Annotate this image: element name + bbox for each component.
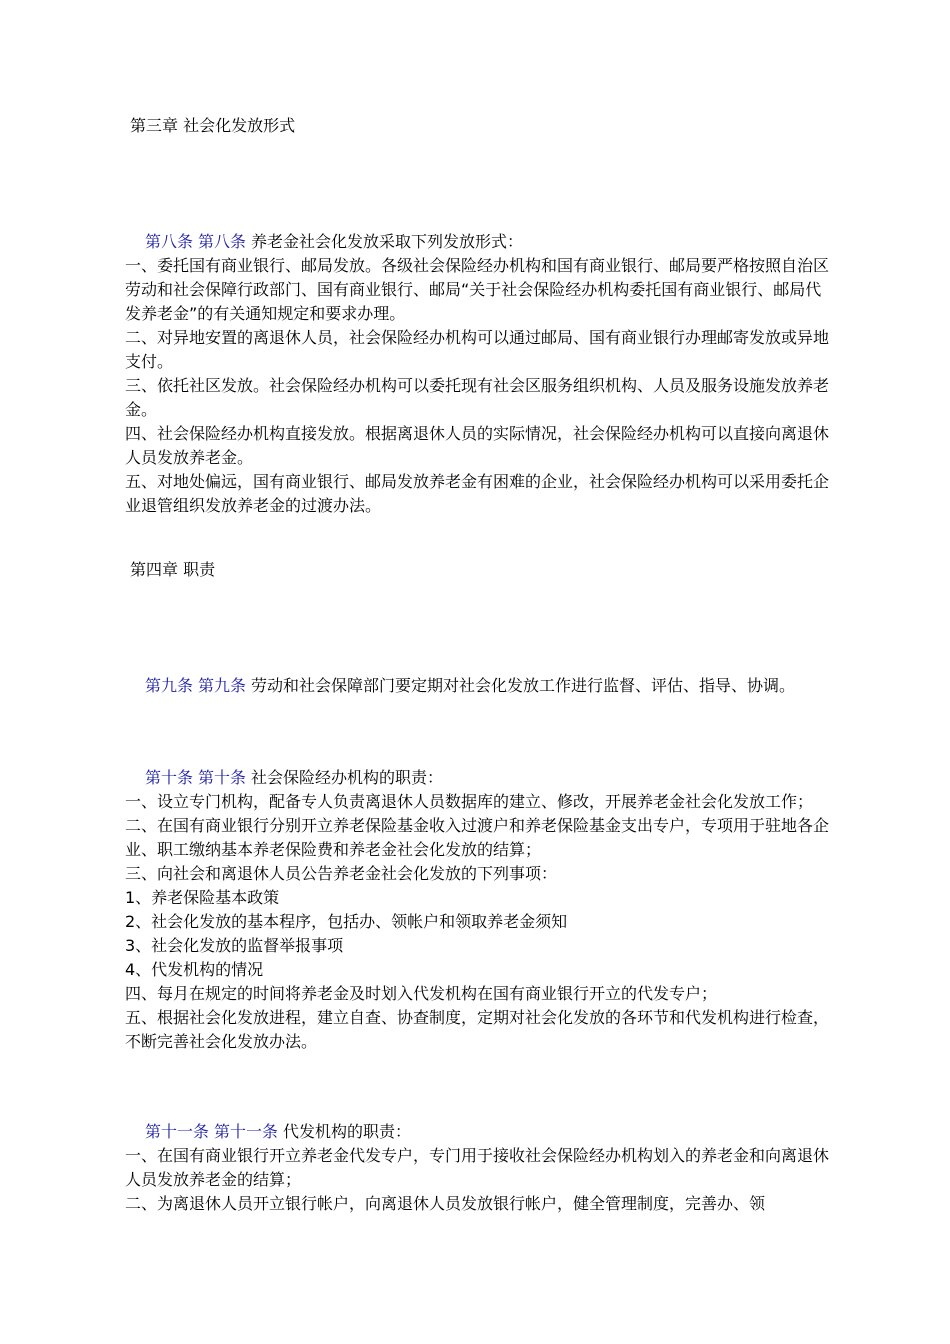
article-intro: 代发机构的职责： (283, 1122, 412, 1141)
chapter-title: 第四章 职责 (130, 560, 216, 579)
article-heading (125, 766, 837, 790)
list-item: 五、对地处偏远，国有商业银行、邮局发放养老金有困难的企业，社会保险经办机构可以采用委托企业退管组织发放养老金的过渡办法。 (125, 472, 830, 515)
article-heading (125, 230, 837, 254)
article-number: 第九条 (198, 676, 247, 695)
article-intro: 社会保险经办机构的职责： (251, 768, 444, 787)
article-10 (125, 766, 837, 1054)
list-item: 一、设立专门机构，配备专人负责离退休人员数据库的建立、修改，开展养老金社会化发放工作； (125, 792, 814, 811)
list-item: 4、代发机构的情况 (125, 960, 264, 979)
article-number: 第八条 (145, 232, 194, 251)
list-item: 1、养老保险基本政策 (125, 888, 280, 907)
list-item: 2、社会化发放的基本程序，包括办、领帐户和领取养老金须知 (125, 912, 568, 931)
list-item: 五、根据社会化发放进程，建立自查、协查制度，定期对社会化发放的各环节和代发机构进行检查，不断完善社会化发放办法。 (125, 1008, 830, 1051)
article-intro: 劳动和社会保障部门要定期对社会化发放工作进行监督、评估、指导、协调。 (251, 676, 796, 695)
article-heading (125, 674, 837, 698)
article-heading (125, 1120, 837, 1144)
article-number: 第十条 (145, 768, 194, 787)
list-item: 四、社会保险经办机构直接发放。根据离退休人员的实际情况，社会保险经办机构可以直接向离退休人员发放养老金。 (125, 424, 830, 467)
chapter-title: 第三章 社会化发放形式 (130, 116, 296, 135)
article-number: 第九条 (145, 676, 194, 695)
article-number: 第十一条 (214, 1122, 279, 1141)
list-item: 四、每月在规定的时间将养老金及时划入代发机构在国有商业银行开立的代发专户； (125, 984, 718, 1003)
article-9 (125, 674, 837, 698)
list-item: 三、向社会和离退休人员公告养老金社会化发放的下列事项： (125, 864, 558, 883)
article-11 (125, 1120, 837, 1216)
list-item: 二、为离退休人员开立银行帐户，向离退休人员发放银行帐户，健全管理制度，完善办、领 (125, 1194, 766, 1213)
list-item: 三、依托社区发放。社会保险经办机构可以委托现有社会区服务组织机构、人员及服务设施发放养老金。 (125, 376, 830, 419)
article-number: 第八条 (198, 232, 247, 251)
article-intro: 养老金社会化发放采取下列发放形式： (251, 232, 524, 251)
article-number: 第十一条 (145, 1122, 210, 1141)
article-number: 第十条 (198, 768, 247, 787)
list-item: 二、对异地安置的离退休人员，社会保险经办机构可以通过邮局、国有商业银行办理邮寄发放或异地支付。 (125, 328, 830, 371)
list-item: 3、社会化发放的监督举报事项 (125, 936, 344, 955)
list-item: 一、在国有商业银行开立养老金代发专户，专门用于接收社会保险经办机构划入的养老金和向离退休人员发放养老金的结算； (125, 1146, 830, 1189)
article-8 (125, 230, 837, 518)
list-item: 二、在国有商业银行分别开立养老保险基金收入过渡户和养老保险基金支出专户，专项用于驻地各企业、职工缴纳基本养老保险费和养老金社会化发放的结算； (125, 816, 830, 859)
list-item: 一、委托国有商业银行、邮局发放。各级社会保险经办机构和国有商业银行、邮局要严格按照自治区劳动和社会保障行政部门、国有商业银行、邮局“关于社会保险经办机构委托国有商业银行、邮局代发养老金”的有关通知规定和要求办理。 (125, 256, 830, 323)
